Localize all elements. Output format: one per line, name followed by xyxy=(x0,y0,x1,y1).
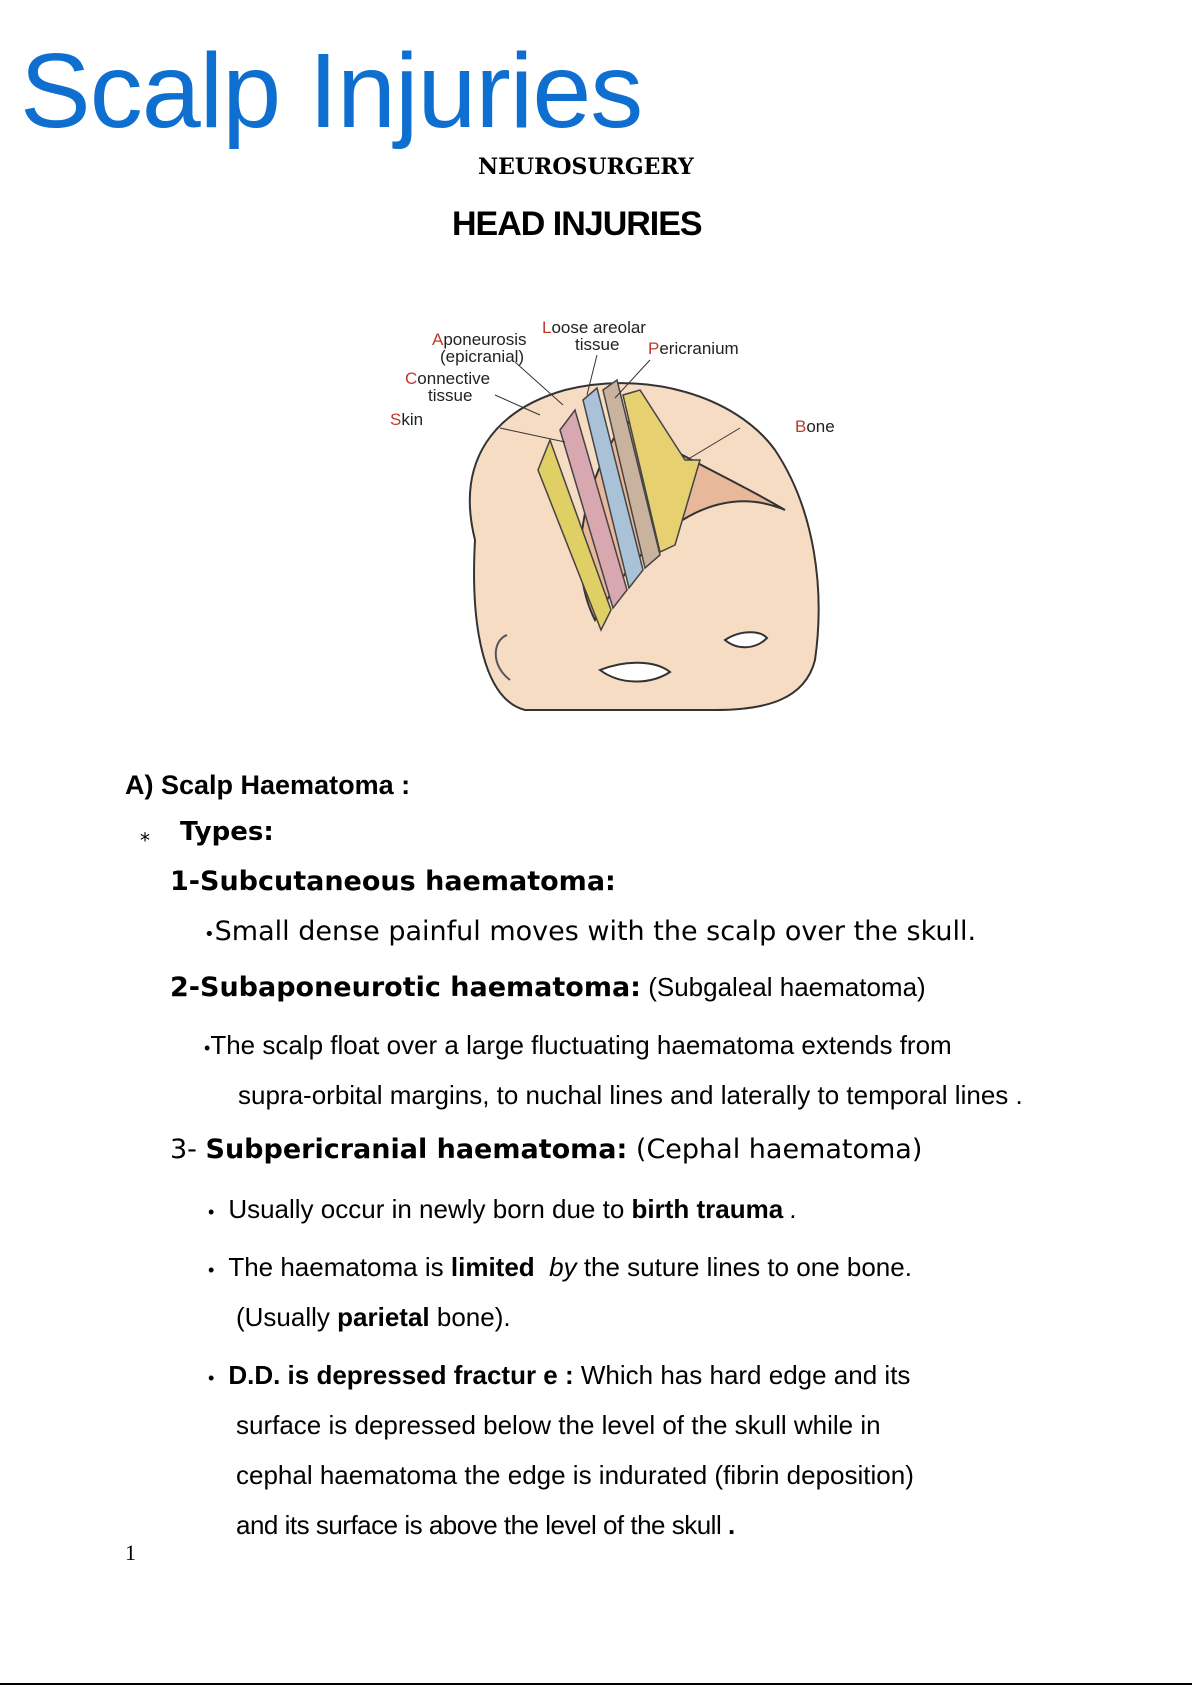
subpericranial-bullet-1: • Usually occur in newly born due to birth trauma . xyxy=(208,1194,798,1224)
bullet-dot-icon: • xyxy=(208,1368,215,1388)
label-connective-sub: tissue xyxy=(428,386,473,405)
page-number: 1 xyxy=(125,1540,136,1565)
subpericranial-bullet-2: • The haematoma is limited by the suture lines to one bone. xyxy=(208,1252,912,1282)
subpericranial-bullet-2-line2: (Usually parietal bone). xyxy=(236,1302,511,1332)
subaponeurotic-bullet-line1: •The scalp float over a large fluctuating haematoma extends from xyxy=(204,1030,952,1060)
subpericranial-bullet-3-line2: surface is depressed below the level of the skull while in xyxy=(236,1410,881,1440)
bullet-dot-icon: • xyxy=(208,1202,215,1222)
label-skin: Skin xyxy=(390,410,424,429)
section-a-heading: A) Scalp Haematoma : xyxy=(125,770,411,800)
subpericranial-bullet-3-line4: and its surface is above the level of the skull . xyxy=(236,1510,735,1540)
star-bullet-icon: ⁎ xyxy=(140,822,150,846)
label-bone: Bone xyxy=(795,417,835,436)
page-title: Scalp Injuries xyxy=(20,32,643,150)
label-connective: Connective xyxy=(405,369,491,388)
department-heading: NEUROSURGERY xyxy=(478,154,694,180)
subpericranial-heading-row: 3- Subpericranial haematoma: (Cephal haematoma) xyxy=(170,1134,923,1165)
subaponeurotic-heading: 2-Subaponeurotic haematoma: xyxy=(170,972,641,1003)
subpericranial-heading: Subpericranial haematoma: xyxy=(205,1134,628,1165)
subpericranial-bullet-3-line3: cephal haematoma the edge is indurated (fibrin deposition) xyxy=(236,1460,914,1490)
subcutaneous-bullet: •Small dense painful moves with the scalp over the skull. xyxy=(204,916,977,947)
subcutaneous-heading: 1-Subcutaneous haematoma: xyxy=(170,866,616,897)
bullet-dash-icon: • xyxy=(208,1260,215,1280)
subpericranial-alias: (Cephal haematoma) xyxy=(627,1134,923,1165)
label-pericranium: Pericranium xyxy=(648,339,739,358)
subaponeurotic-alias: (Subgaleal haematoma) xyxy=(640,972,926,1002)
label-aponeurosis-sub: (epicranial) xyxy=(440,347,525,366)
subpericranial-bullet-3: • D.D. is depressed fractur e : Which has hard edge and its xyxy=(208,1360,911,1390)
subaponeurotic-heading-row xyxy=(170,972,926,1003)
label-loose-areolar: Loose areolar xyxy=(542,318,646,337)
bullet-dot-icon: • xyxy=(204,924,215,945)
scalp-layers-illustration xyxy=(390,300,855,720)
types-label: Types: xyxy=(180,817,274,847)
subaponeurotic-bullet-line2: supra-orbital margins, to nuchal lines and laterally to temporal lines . xyxy=(238,1080,1023,1110)
label-aponeurosis: Aponeurosis xyxy=(432,330,527,349)
label-loose-areolar-sub: tissue xyxy=(575,335,620,354)
bullet-dot-icon: • xyxy=(204,1038,211,1058)
chapter-heading: HEAD INJURIES xyxy=(452,205,702,243)
